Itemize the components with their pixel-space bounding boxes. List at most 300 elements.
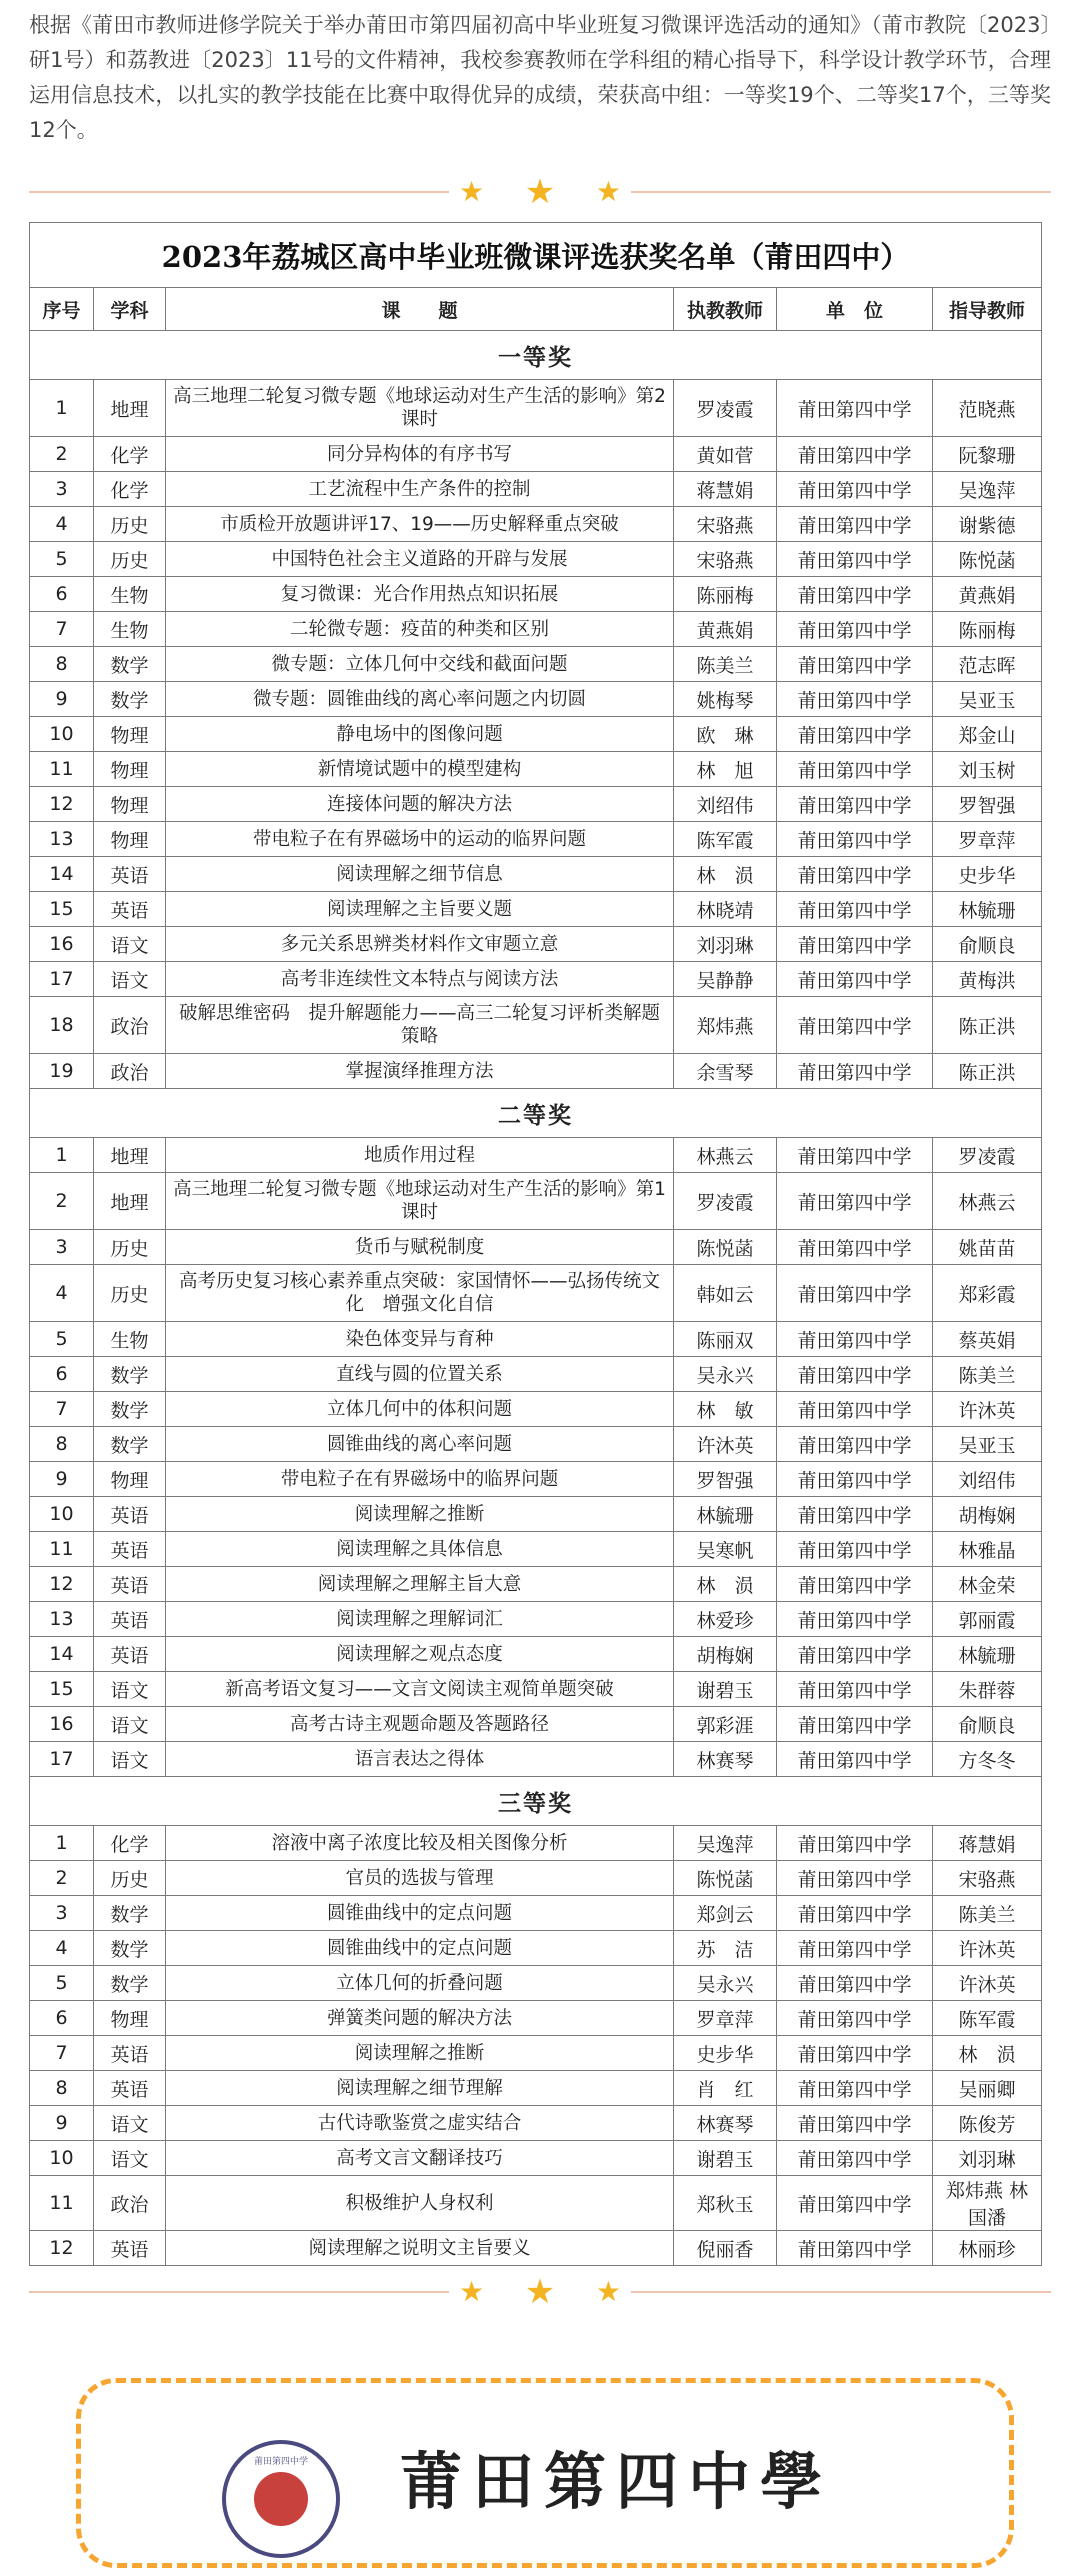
cell-teacher: 林爱珍 [674, 1602, 777, 1637]
cell-no: 9 [30, 1462, 94, 1497]
star-icon: ★ [524, 2272, 556, 2312]
cell-teacher: 宋骆燕 [674, 542, 777, 577]
cell-subject: 地理 [94, 1173, 166, 1230]
cell-teacher: 肖 红 [674, 2071, 777, 2106]
cell-topic: 高三地理二轮复习微专题《地球运动对生产生活的影响》第2课时 [166, 380, 674, 437]
cell-advisor: 谢紫德 [933, 507, 1042, 542]
cell-subject: 语文 [94, 2141, 166, 2176]
cell-unit: 莆田第四中学 [777, 1966, 933, 2001]
section-row [30, 331, 1042, 380]
cell-teacher: 陈悦菡 [674, 1230, 777, 1265]
cell-topic: 破解思维密码 提升解题能力——高三二轮复习评析类解题策略 [166, 997, 674, 1054]
cell-unit: 莆田第四中学 [777, 1230, 933, 1265]
cell-topic: 语言表达之得体 [166, 1742, 674, 1777]
cell-subject: 历史 [94, 542, 166, 577]
cell-topic: 阅读理解之具体信息 [166, 1532, 674, 1567]
cell-topic: 圆锥曲线的离心率问题 [166, 1427, 674, 1462]
cell-topic: 溶液中离子浓度比较及相关图像分析 [166, 1826, 674, 1861]
table-row [30, 647, 1042, 682]
cell-unit: 莆田第四中学 [777, 997, 933, 1054]
table-row [30, 997, 1042, 1054]
cell-no: 12 [30, 2231, 94, 2266]
cell-no: 14 [30, 857, 94, 892]
cell-unit: 莆田第四中学 [777, 1567, 933, 1602]
cell-advisor: 俞顺良 [933, 927, 1042, 962]
cell-no: 12 [30, 787, 94, 822]
cell-advisor: 范晓燕 [933, 380, 1042, 437]
cell-advisor: 陈军霞 [933, 2001, 1042, 2036]
cell-topic: 带电粒子在有界磁场中的运动的临界问题 [166, 822, 674, 857]
cell-advisor: 陈正洪 [933, 1054, 1042, 1089]
cell-unit: 莆田第四中学 [777, 857, 933, 892]
table-row [30, 1462, 1042, 1497]
cell-teacher: 陈丽双 [674, 1322, 777, 1357]
cell-unit: 莆田第四中学 [777, 682, 933, 717]
cell-teacher: 陈美兰 [674, 647, 777, 682]
cell-advisor: 陈美兰 [933, 1896, 1042, 1931]
cell-teacher: 谢碧玉 [674, 2141, 777, 2176]
section-row [30, 1089, 1042, 1138]
cell-unit: 莆田第四中学 [777, 1427, 933, 1462]
cell-no: 3 [30, 1230, 94, 1265]
cell-topic: 阅读理解之细节信息 [166, 857, 674, 892]
section-title: 一等奖 [30, 331, 1042, 380]
cell-teacher: 罗智强 [674, 1462, 777, 1497]
column-header-advisor: 指导教师 [933, 288, 1042, 331]
table-row [30, 2001, 1042, 2036]
table-row [30, 857, 1042, 892]
cell-subject: 化学 [94, 437, 166, 472]
cell-teacher: 林赛琴 [674, 2106, 777, 2141]
star-divider-bottom [29, 2272, 1051, 2312]
cell-advisor: 朱群蓉 [933, 1672, 1042, 1707]
cell-topic: 直线与圆的位置关系 [166, 1357, 674, 1392]
cell-advisor: 史步华 [933, 857, 1042, 892]
cell-teacher: 吴永兴 [674, 1966, 777, 2001]
cell-unit: 莆田第四中学 [777, 1497, 933, 1532]
cell-teacher: 倪丽香 [674, 2231, 777, 2266]
cell-topic: 阅读理解之推断 [166, 1497, 674, 1532]
cell-advisor: 郑炜燕 林国潘 [933, 2176, 1042, 2231]
table-row [30, 1497, 1042, 1532]
cell-no: 8 [30, 2071, 94, 2106]
table-row [30, 682, 1042, 717]
cell-subject: 数学 [94, 1966, 166, 2001]
cell-unit: 莆田第四中学 [777, 1896, 933, 1931]
cell-subject: 数学 [94, 1896, 166, 1931]
intro-paragraph: 根据《莆田市教师进修学院关于举办莆田市第四届初高中毕业班复习微课评选活动的通知》（莆市教院〔2023〕研1号）和荔教进〔2023〕11号的文件精神，我校参赛教师在学科组的精心指导下，科学设计教学环节，合理运用信息技术，以扎实的教学技能在比赛中取得优异的成绩，荣获高中组：一等奖19个、二等奖17个，三等奖12个。 [29, 13, 1051, 142]
divider-line [631, 191, 1051, 193]
cell-unit: 莆田第四中学 [777, 2106, 933, 2141]
cell-no: 5 [30, 1966, 94, 2001]
cell-teacher: 胡梅娴 [674, 1637, 777, 1672]
table-row [30, 1707, 1042, 1742]
cell-topic: 阅读理解之推断 [166, 2036, 674, 2071]
cell-advisor: 刘羽琳 [933, 2141, 1042, 2176]
table-row [30, 892, 1042, 927]
cell-teacher: 宋骆燕 [674, 507, 777, 542]
table-title: 2023年荔城区高中毕业班微课评选获奖名单（莆田四中） [30, 223, 1042, 288]
cell-advisor: 方冬冬 [933, 1742, 1042, 1777]
cell-topic: 货币与赋税制度 [166, 1230, 674, 1265]
table-row [30, 1931, 1042, 1966]
cell-subject: 地理 [94, 380, 166, 437]
cell-no: 4 [30, 1931, 94, 1966]
cell-topic: 复习微课：光合作用热点知识拓展 [166, 577, 674, 612]
cell-no: 13 [30, 822, 94, 857]
cell-subject: 物理 [94, 787, 166, 822]
cell-subject: 英语 [94, 1497, 166, 1532]
star-icon: ★ [459, 175, 485, 208]
cell-subject: 语文 [94, 1707, 166, 1742]
star-icon: ★ [459, 2275, 485, 2308]
table-row [30, 927, 1042, 962]
school-emblem-icon [222, 2440, 340, 2558]
cell-no: 3 [30, 1896, 94, 1931]
cell-teacher: 林 涢 [674, 857, 777, 892]
cell-subject: 生物 [94, 612, 166, 647]
cell-no: 14 [30, 1637, 94, 1672]
table-row [30, 2141, 1042, 2176]
column-header-no: 序号 [30, 288, 94, 331]
cell-teacher: 吴逸萍 [674, 1826, 777, 1861]
cell-topic: 工艺流程中生产条件的控制 [166, 472, 674, 507]
cell-unit: 莆田第四中学 [777, 927, 933, 962]
cell-advisor: 刘玉树 [933, 752, 1042, 787]
cell-advisor: 刘绍伟 [933, 1462, 1042, 1497]
cell-teacher: 吴寒帆 [674, 1532, 777, 1567]
table-row [30, 1966, 1042, 2001]
table-row [30, 507, 1042, 542]
cell-no: 18 [30, 997, 94, 1054]
cell-unit: 莆田第四中学 [777, 1265, 933, 1322]
cell-subject: 数学 [94, 682, 166, 717]
section-title: 二等奖 [30, 1089, 1042, 1138]
cell-advisor: 陈俊芳 [933, 2106, 1042, 2141]
cell-advisor: 范志晖 [933, 647, 1042, 682]
cell-advisor: 许沐英 [933, 1966, 1042, 2001]
cell-topic: 多元关系思辨类材料作文审题立意 [166, 927, 674, 962]
cell-no: 16 [30, 927, 94, 962]
cell-subject: 物理 [94, 2001, 166, 2036]
cell-subject: 英语 [94, 2231, 166, 2266]
cell-unit: 莆田第四中学 [777, 437, 933, 472]
cell-teacher: 蒋慧娟 [674, 472, 777, 507]
section-row [30, 1777, 1042, 1826]
cell-advisor: 罗智强 [933, 787, 1042, 822]
cell-topic: 二轮微专题：疫苗的种类和区别 [166, 612, 674, 647]
cell-advisor: 许沐英 [933, 1392, 1042, 1427]
cell-teacher: 林 敏 [674, 1392, 777, 1427]
table-row [30, 542, 1042, 577]
cell-teacher: 吴永兴 [674, 1357, 777, 1392]
cell-unit: 莆田第四中学 [777, 2141, 933, 2176]
column-header-topic: 课 题 [166, 288, 674, 331]
cell-unit: 莆田第四中学 [777, 1462, 933, 1497]
cell-teacher: 林 涢 [674, 1567, 777, 1602]
table-row [30, 717, 1042, 752]
cell-unit: 莆田第四中学 [777, 2176, 933, 2231]
cell-topic: 高考历史复习核心素养重点突破：家国情怀——弘扬传统文化 增强文化自信 [166, 1265, 674, 1322]
cell-subject: 政治 [94, 997, 166, 1054]
cell-subject: 数学 [94, 1931, 166, 1966]
cell-subject: 英语 [94, 1602, 166, 1637]
cell-unit: 莆田第四中学 [777, 787, 933, 822]
cell-teacher: 郑秋玉 [674, 2176, 777, 2231]
cell-teacher: 许沐英 [674, 1427, 777, 1462]
cell-unit: 莆田第四中学 [777, 1322, 933, 1357]
cell-topic: 立体几何中的体积问题 [166, 1392, 674, 1427]
cell-topic: 微专题：立体几何中交线和截面问题 [166, 647, 674, 682]
cell-teacher: 苏 洁 [674, 1931, 777, 1966]
cell-topic: 高考古诗主观题命题及答题路径 [166, 1707, 674, 1742]
table-row [30, 1357, 1042, 1392]
cell-no: 1 [30, 1826, 94, 1861]
cell-no: 2 [30, 1861, 94, 1896]
cell-unit: 莆田第四中学 [777, 2036, 933, 2071]
cell-subject: 化学 [94, 472, 166, 507]
table-row [30, 1230, 1042, 1265]
table-row [30, 2176, 1042, 2231]
cell-no: 11 [30, 2176, 94, 2231]
cell-teacher: 林晓靖 [674, 892, 777, 927]
cell-advisor: 许沐英 [933, 1931, 1042, 1966]
cell-subject: 语文 [94, 1672, 166, 1707]
cell-topic: 静电场中的图像问题 [166, 717, 674, 752]
cell-subject: 数学 [94, 1427, 166, 1462]
cell-teacher: 林毓珊 [674, 1497, 777, 1532]
cell-unit: 莆田第四中学 [777, 380, 933, 437]
cell-topic: 积极维护人身权利 [166, 2176, 674, 2231]
award-table [29, 222, 1042, 2266]
cell-no: 5 [30, 1322, 94, 1357]
cell-advisor: 姚苗苗 [933, 1230, 1042, 1265]
cell-unit: 莆田第四中学 [777, 752, 933, 787]
star-icon: ★ [595, 2275, 621, 2308]
cell-unit: 莆田第四中学 [777, 962, 933, 997]
cell-subject: 英语 [94, 892, 166, 927]
cell-no: 7 [30, 2036, 94, 2071]
cell-topic: 带电粒子在有界磁场中的临界问题 [166, 1462, 674, 1497]
cell-unit: 莆田第四中学 [777, 1532, 933, 1567]
divider-line [29, 191, 449, 193]
cell-topic: 高考非连续性文本特点与阅读方法 [166, 962, 674, 997]
cell-unit: 莆田第四中学 [777, 507, 933, 542]
cell-subject: 英语 [94, 1637, 166, 1672]
cell-no: 9 [30, 2106, 94, 2141]
cell-teacher: 欧 琳 [674, 717, 777, 752]
cell-unit: 莆田第四中学 [777, 1861, 933, 1896]
emblem-center [254, 2472, 308, 2526]
cell-teacher: 黄如菅 [674, 437, 777, 472]
cell-advisor: 郑彩霞 [933, 1265, 1042, 1322]
cell-advisor: 陈悦菡 [933, 542, 1042, 577]
cell-subject: 语文 [94, 2106, 166, 2141]
cell-unit: 莆田第四中学 [777, 1637, 933, 1672]
table-row [30, 1427, 1042, 1462]
cell-subject: 语文 [94, 962, 166, 997]
cell-topic: 阅读理解之细节理解 [166, 2071, 674, 2106]
column-header-unit: 单 位 [777, 288, 933, 331]
cell-advisor: 阮黎珊 [933, 437, 1042, 472]
cell-teacher: 黄燕娟 [674, 612, 777, 647]
cell-advisor: 吴逸萍 [933, 472, 1042, 507]
cell-unit: 莆田第四中学 [777, 1931, 933, 1966]
cell-no: 17 [30, 962, 94, 997]
cell-unit: 莆田第四中学 [777, 1707, 933, 1742]
decorative-stars [459, 2272, 621, 2312]
cell-advisor: 吴亚玉 [933, 1427, 1042, 1462]
cell-teacher: 姚梅琴 [674, 682, 777, 717]
table-row [30, 962, 1042, 997]
award-table-body [30, 223, 1042, 2266]
column-header-teacher: 执教教师 [674, 288, 777, 331]
cell-topic: 阅读理解之说明文主旨要义 [166, 2231, 674, 2266]
cell-unit: 莆田第四中学 [777, 1602, 933, 1637]
table-row [30, 437, 1042, 472]
cell-advisor: 林 涢 [933, 2036, 1042, 2071]
cell-subject: 物理 [94, 752, 166, 787]
cell-no: 15 [30, 892, 94, 927]
cell-subject: 历史 [94, 1230, 166, 1265]
cell-topic: 新高考语文复习——文言文阅读主观简单题突破 [166, 1672, 674, 1707]
cell-subject: 生物 [94, 1322, 166, 1357]
cell-unit: 莆田第四中学 [777, 717, 933, 752]
cell-no: 8 [30, 647, 94, 682]
cell-teacher: 刘羽琳 [674, 927, 777, 962]
table-row [30, 2036, 1042, 2071]
cell-subject: 语文 [94, 927, 166, 962]
cell-teacher: 刘绍伟 [674, 787, 777, 822]
cell-no: 5 [30, 542, 94, 577]
emblem-ring-text: 莆田第四中学 [253, 2457, 308, 2467]
cell-subject: 英语 [94, 1532, 166, 1567]
table-row [30, 1826, 1042, 1861]
cell-no: 2 [30, 437, 94, 472]
table-row [30, 1896, 1042, 1931]
cell-teacher: 陈悦菡 [674, 1861, 777, 1896]
cell-no: 1 [30, 1138, 94, 1173]
cell-no: 16 [30, 1707, 94, 1742]
cell-no: 6 [30, 1357, 94, 1392]
cell-advisor: 吴丽卿 [933, 2071, 1042, 2106]
cell-advisor: 黄梅洪 [933, 962, 1042, 997]
cell-teacher: 陈丽梅 [674, 577, 777, 612]
table-row [30, 577, 1042, 612]
cell-unit: 莆田第四中学 [777, 2071, 933, 2106]
cell-advisor: 林燕云 [933, 1173, 1042, 1230]
cell-advisor: 罗凌霞 [933, 1138, 1042, 1173]
cell-advisor: 郑金山 [933, 717, 1042, 752]
cell-teacher: 林 旭 [674, 752, 777, 787]
section-title: 三等奖 [30, 1777, 1042, 1826]
cell-no: 17 [30, 1742, 94, 1777]
divider-line [29, 2291, 449, 2293]
decorative-stars [459, 172, 621, 212]
table-row [30, 612, 1042, 647]
table-header-row [30, 288, 1042, 331]
cell-no: 9 [30, 682, 94, 717]
cell-teacher: 陈军霞 [674, 822, 777, 857]
cell-advisor: 陈美兰 [933, 1357, 1042, 1392]
cell-subject: 政治 [94, 2176, 166, 2231]
cell-advisor: 林金荣 [933, 1567, 1042, 1602]
cell-subject: 数学 [94, 647, 166, 682]
cell-unit: 莆田第四中学 [777, 1054, 933, 1089]
cell-unit: 莆田第四中学 [777, 2231, 933, 2266]
cell-advisor: 林雅晶 [933, 1532, 1042, 1567]
cell-advisor: 宋骆燕 [933, 1861, 1042, 1896]
cell-teacher: 吴静静 [674, 962, 777, 997]
cell-teacher: 郭彩涯 [674, 1707, 777, 1742]
star-icon: ★ [595, 175, 621, 208]
cell-unit: 莆田第四中学 [777, 1742, 933, 1777]
table-row [30, 1173, 1042, 1230]
cell-topic: 阅读理解之观点态度 [166, 1637, 674, 1672]
cell-subject: 历史 [94, 1861, 166, 1896]
cell-unit: 莆田第四中学 [777, 892, 933, 927]
cell-unit: 莆田第四中学 [777, 1357, 933, 1392]
cell-subject: 物理 [94, 822, 166, 857]
cell-topic: 新情境试题中的模型建构 [166, 752, 674, 787]
cell-advisor: 黄燕娟 [933, 577, 1042, 612]
cell-topic: 圆锥曲线中的定点问题 [166, 1931, 674, 1966]
cell-no: 7 [30, 612, 94, 647]
cell-no: 4 [30, 1265, 94, 1322]
cell-advisor: 蔡英娟 [933, 1322, 1042, 1357]
cell-advisor: 俞顺良 [933, 1707, 1042, 1742]
cell-topic: 阅读理解之理解主旨大意 [166, 1567, 674, 1602]
cell-teacher: 史步华 [674, 2036, 777, 2071]
cell-no: 1 [30, 380, 94, 437]
cell-subject: 历史 [94, 1265, 166, 1322]
cell-subject: 英语 [94, 2036, 166, 2071]
cell-teacher: 罗凌霞 [674, 1173, 777, 1230]
table-row [30, 1567, 1042, 1602]
cell-unit: 莆田第四中学 [777, 472, 933, 507]
cell-unit: 莆田第四中学 [777, 1392, 933, 1427]
cell-topic: 官员的选拔与管理 [166, 1861, 674, 1896]
divider-line [631, 2291, 1051, 2293]
cell-subject: 物理 [94, 717, 166, 752]
cell-subject: 英语 [94, 2071, 166, 2106]
cell-topic: 地质作用过程 [166, 1138, 674, 1173]
table-row [30, 822, 1042, 857]
cell-topic: 中国特色社会主义道路的开辟与发展 [166, 542, 674, 577]
cell-subject: 物理 [94, 1462, 166, 1497]
cell-topic: 弹簧类问题的解决方法 [166, 2001, 674, 2036]
table-row [30, 1637, 1042, 1672]
cell-topic: 染色体变异与育种 [166, 1322, 674, 1357]
cell-subject: 地理 [94, 1138, 166, 1173]
cell-unit: 莆田第四中学 [777, 647, 933, 682]
cell-subject: 英语 [94, 857, 166, 892]
cell-no: 15 [30, 1672, 94, 1707]
cell-unit: 莆田第四中学 [777, 1826, 933, 1861]
cell-advisor: 林毓珊 [933, 892, 1042, 927]
cell-topic: 古代诗歌鉴赏之虚实结合 [166, 2106, 674, 2141]
table-row [30, 2071, 1042, 2106]
cell-no: 12 [30, 1567, 94, 1602]
cell-topic: 阅读理解之主旨要义题 [166, 892, 674, 927]
column-header-subject: 学科 [94, 288, 166, 331]
cell-no: 8 [30, 1427, 94, 1462]
cell-no: 4 [30, 507, 94, 542]
table-row [30, 1861, 1042, 1896]
cell-no: 10 [30, 2141, 94, 2176]
cell-no: 11 [30, 752, 94, 787]
cell-subject: 数学 [94, 1357, 166, 1392]
